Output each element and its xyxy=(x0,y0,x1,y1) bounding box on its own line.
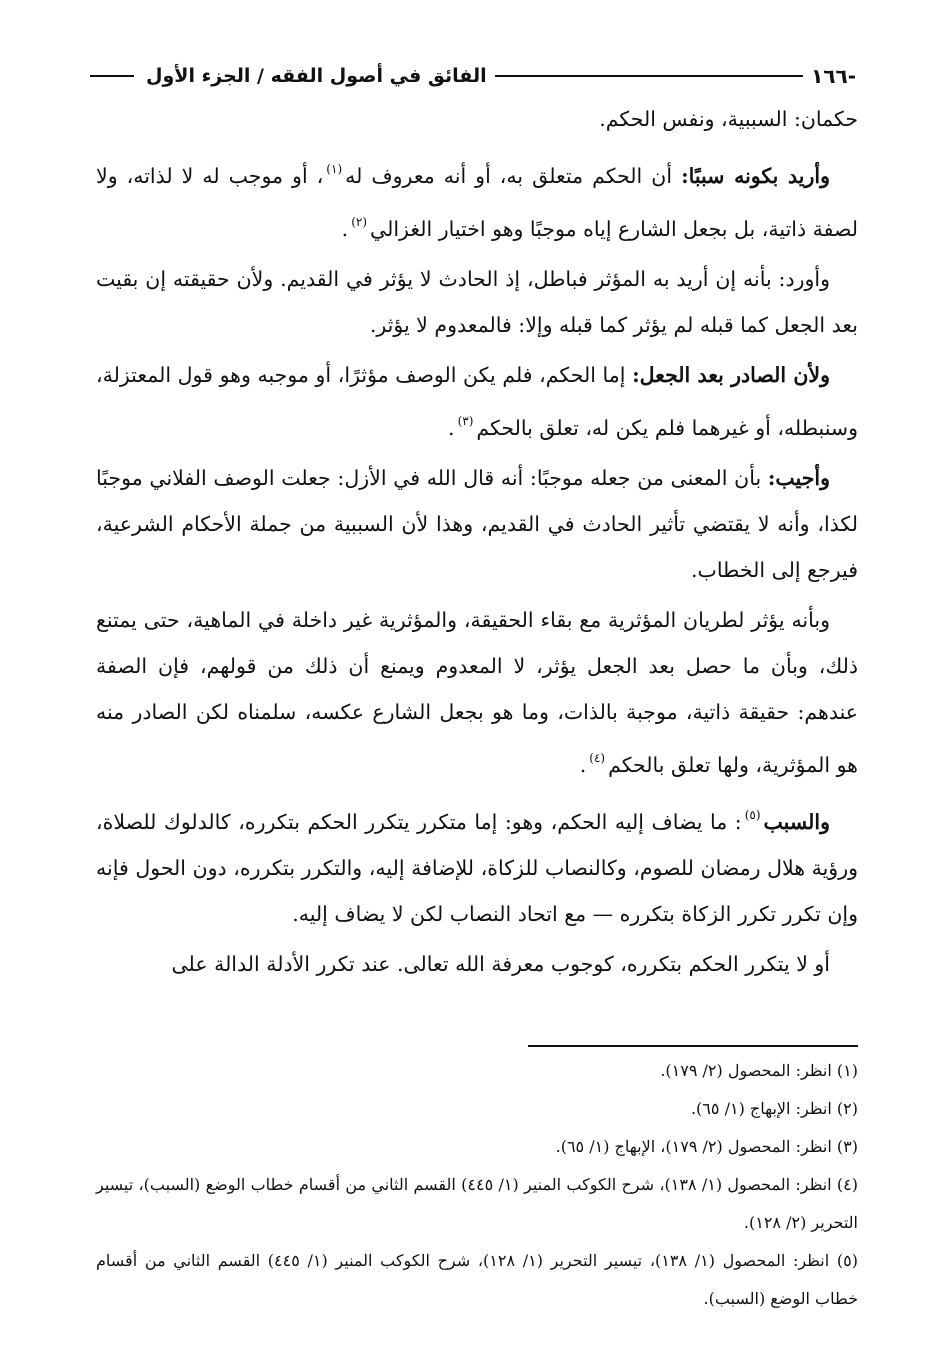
main-text xyxy=(96,96,858,991)
paragraph-4-lead: ولأن الصادر بعد الجعل: xyxy=(632,363,830,387)
paragraph-7-lead: والسبب xyxy=(763,810,830,834)
paragraph-5-lead: وأجيب: xyxy=(767,466,830,490)
paragraph-4-text: إما الحكم، فلم يكن الوصف مؤثرًا، أو موجبه وهو قول المعتزلة، وسنبطله، أو غيرهما فلم يكن له، تعلق بالحكم xyxy=(96,363,858,440)
paragraph-8-text: أو لا يتكرر الحكم بتكرره، كوجوب معرفة الله تعالى. عند تكرر الأدلة الدالة على xyxy=(171,952,830,976)
paragraph-5-text: بأن المعنى من جعله موجبًا: أنه قال الله في الأزل: جعلت الوصف الفلاني موجبًا لكذا، وأنه لا يقتضي تأثير الحادث في القديم، وهذا لأن السببية من جملة الأحكام الشرعية، فيرجع إلى الخطاب. xyxy=(96,466,858,582)
paragraph-1 xyxy=(96,96,858,142)
footnote-ref-5[interactable]: (٥) xyxy=(744,808,761,822)
paragraph-7-text: : ما يضاف إليه الحكم، وهو: إما متكرر يتكرر الحكم بتكرره، كالدلوك للصلاة، ورؤية هلال رمضان للصوم، وكالنصاب للزكاة، للإضافة إليه، والتكرر بتكرره، دون الحول فإنه وإن تكرر تكرر الزكاة بتكرره — مع اتحاد النصاب لكن لا يضاف إليه. xyxy=(96,810,858,926)
paragraph-2-text-a: أن الحكم متعلق به، أو أنه معروف له xyxy=(345,164,682,188)
footnote-5: (٥) انظر: المحصول (١/ ١٣٨)، تيسير التحرير (١/ ١٢٨)، شرح الكوكب المنير (١/ ٤٤٥) القسم الثاني من أقسام خطاب الوضع (السبب). xyxy=(96,1251,858,1308)
footnote-4: (٤) انظر: المحصول (١/ ١٣٨)، شرح الكوكب المنير (١/ ٤٤٥) القسم الثاني من أقسام خطاب الوضع (السبب)، تيسير التحرير (٢/ ١٢٨). xyxy=(96,1175,858,1232)
paragraph-6-text: وبأنه يؤثر لطريان المؤثرية مع بقاء الحقيقة، والمؤثرية غير داخلة في الماهية، حتى يمتنع ذلك، وبأن ما حصل بعد الجعل يؤثر، لا المعدوم ويمنع أن ذلك من قولهم، فإن الصفة عندهم: حقيقة ذاتية، موجبة بالذات، وما هو بجعل الشارع عكسه، سلمناه لكن الصادر منه هو المؤثرية، ولها تعلق بالحكم xyxy=(96,608,858,777)
footnote-ref-3[interactable]: (٣) xyxy=(457,414,474,428)
page-number: -١٦٦ xyxy=(811,64,856,88)
footnote-2: (٢) انظر: الإبهاج (١/ ٦٥). xyxy=(690,1099,858,1118)
paragraph-8 xyxy=(96,941,858,987)
paragraph-2 xyxy=(96,146,858,252)
running-header xyxy=(90,58,856,94)
paragraph-6-end: . xyxy=(579,753,587,777)
footnote-ref-4[interactable]: (٤) xyxy=(589,751,606,765)
footnote-separator xyxy=(528,1045,858,1047)
header-dash xyxy=(90,75,134,77)
book-title: الفائق في أصول الفقه / الجزء الأول xyxy=(146,65,487,87)
paragraph-4-end: . xyxy=(448,416,455,440)
footnotes xyxy=(96,1052,858,1318)
footnote-3: (٣) انظر: المحصول (٢/ ١٧٩)، الإبهاج (١/ ٦٥). xyxy=(555,1137,858,1156)
paragraph-5 xyxy=(96,455,858,593)
paragraph-3-text: وأورد: بأنه إن أريد به المؤثر فباطل، إذ الحادث لا يؤثر في القديم. ولأن حقيقته إن بقيت بعد الجعل كما قبله لم يؤثر كما قبله وإلا: فالمعدوم لا يؤثر. xyxy=(96,267,858,337)
footnote-ref-2[interactable]: (٢) xyxy=(351,215,368,229)
footnote-ref-1[interactable]: (١) xyxy=(326,162,343,176)
paragraph-2-lead: وأريد بكونه سببًا: xyxy=(681,164,830,188)
paragraph-4 xyxy=(96,352,858,451)
paragraph-7 xyxy=(96,792,858,937)
paragraph-3 xyxy=(96,256,858,348)
paragraph-6 xyxy=(96,597,858,788)
paragraph-2-end: . xyxy=(341,217,349,241)
paragraph-2-text-b: ، أو موجب له لا لذاته، ولا لصفة ذاتية، بل بجعل الشارع إياه موجبًا وهو اختيار الغزالي xyxy=(96,164,858,241)
header-rule xyxy=(495,75,803,77)
footnote-1: (١) انظر: المحصول (٢/ ١٧٩). xyxy=(660,1061,858,1080)
paragraph-1-text: حكمان: السببية، ونفس الحكم. xyxy=(599,107,858,131)
